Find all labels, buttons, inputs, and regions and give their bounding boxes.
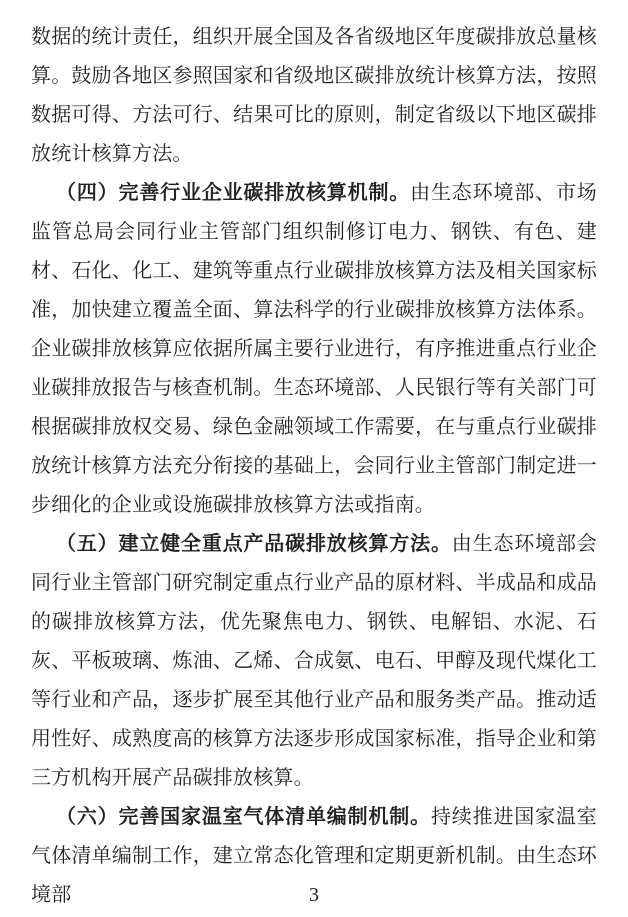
section-heading: （五）建立健全重点产品碳排放核算方法。 (56, 533, 452, 555)
paragraph-section-5 (31, 525, 597, 798)
paragraph-text: 数据的统计责任，组织开展全国及各省级地区年度碳排放总量核算。鼓励各地区参照国家和省级地区碳排放统计核算方法，按照数据可得、方法可行、结果可比的原则，制定省级以下地区碳排放统计核算方法。 (31, 26, 597, 165)
paragraph-continuation (31, 18, 597, 174)
paragraph-text: 由生态环境部、市场监管总局会同行业主管部门组织制修订电力、钢铁、有色、建材、石化、化工、建筑等重点行业碳排放核算方法及相关国家标准，加快建立覆盖全面、算法科学的行业碳排放核算方法体系。企业碳排放核算应依据所属主要行业进行，有序推进重点行业企业碳排放报告与核查机制。生态环境部、人民银行等有关部门可根据碳排放权交易、绿色金融领域工作需要，在与重点行业碳排放统计核算方法充分衔接的基础上，会同行业主管部门制定进一步细化的企业或设施碳排放核算方法或指南。 (31, 182, 597, 516)
page-footer (0, 876, 628, 915)
paragraph-text: 持续推进国家温室气体清单编制工作，建立常态化管理和定期更新机制。由生态环境部 (31, 806, 597, 906)
paragraph-text: 由生态环境部会同行业主管部门研究制定重点行业产品的原材料、半成品和成品的碳排放核算方法，优先聚焦电力、钢铁、电解铝、水泥、石灰、平板玻璃、炼油、乙烯、合成氨、电石、甲醇及现代煤化工等行业和产品，逐步扩展至其他行业产品和服务类产品。推动适用性好、成熟度高的核算方法逐步形成国家标准，指导企业和第三方机构开展产品碳排放核算。 (31, 533, 597, 789)
document-body (31, 18, 597, 915)
section-heading: （六）完善国家温室气体清单编制机制。 (56, 806, 431, 828)
section-heading: （四）完善行业企业碳排放核算机制。 (56, 182, 411, 204)
page-number: 3 (309, 884, 319, 906)
paragraph-section-4 (31, 174, 597, 525)
